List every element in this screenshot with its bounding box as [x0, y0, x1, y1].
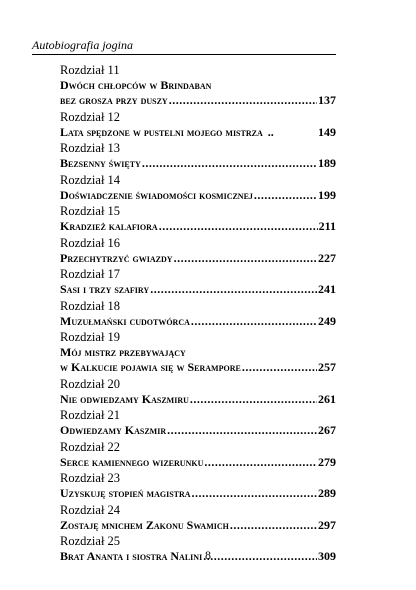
entry-line [60, 314, 336, 329]
entry-line [60, 282, 336, 297]
toc-chapter [60, 236, 336, 266]
chapter-label: Rozdział 19 [60, 330, 121, 344]
toc-entry[interactable] [60, 188, 336, 203]
page-number: 8 [205, 548, 211, 562]
entry-line [60, 486, 336, 501]
toc-chapter [60, 440, 336, 470]
dot-leader [204, 455, 317, 470]
toc-chapter [60, 503, 336, 533]
chapter-title: Muzułmański cudotwórca [60, 313, 190, 328]
toc-chapter [60, 110, 336, 140]
entry-line [60, 423, 336, 438]
toc-entry[interactable] [60, 78, 336, 108]
dot-leader [242, 360, 317, 375]
chapter-label: Rozdział 21 [60, 408, 121, 422]
chapter-label: Rozdział 16 [60, 235, 121, 250]
chapter-label: Rozdział 22 [60, 439, 121, 454]
table-of-contents [60, 63, 336, 566]
toc-entry[interactable] [60, 486, 336, 501]
chapter-title: Uzyskuję stopień magistra [60, 486, 191, 500]
toc-entry[interactable] [60, 251, 336, 266]
dot-leader [174, 251, 317, 266]
chapter-title: Serce kamiennego wizerunku [60, 454, 204, 469]
chapter-title: Lata spędzone w pustelni mojego mistrza [60, 124, 263, 139]
chapter-title: Odwiedzamy Kaszmir [60, 423, 167, 437]
toc-entry[interactable] [60, 518, 336, 533]
chapter-label: Rozdział 15 [60, 204, 121, 218]
page-reference: 261 [318, 391, 336, 406]
chapter-title: Bezsenny święty [60, 156, 141, 170]
dot-leader [142, 156, 317, 171]
page-reference: 249 [318, 313, 336, 328]
page-reference: 309 [318, 549, 336, 563]
chapter-label: Rozdział 20 [60, 376, 121, 391]
header-rule [32, 54, 336, 55]
chapter-label: Rozdział 11 [60, 63, 120, 77]
running-head: Autobiografia jogina [32, 38, 134, 52]
entry-line [60, 360, 336, 375]
chapter-label: Rozdział 25 [60, 534, 121, 548]
toc-chapter [60, 267, 336, 297]
page-reference: 189 [318, 156, 336, 170]
toc-entry[interactable] [60, 455, 336, 470]
toc-entry[interactable] [60, 345, 336, 375]
entry-line [60, 156, 336, 171]
dot-leader [169, 93, 317, 108]
toc-chapter [60, 471, 336, 501]
chapter-title: bez grosza przy duszy [60, 93, 168, 107]
toc-chapter [60, 173, 336, 203]
dot-leader [192, 486, 317, 501]
toc-chapter [60, 141, 336, 171]
chapter-label: Rozdział 23 [60, 471, 121, 485]
page-reference: 211 [318, 219, 336, 233]
dot-leader [150, 282, 317, 297]
page-reference: 267 [318, 423, 336, 437]
toc-chapter [60, 330, 336, 375]
toc-entry[interactable] [60, 156, 336, 171]
entry-line [60, 251, 336, 266]
chapter-title: Brat Ananta i siostra Nalini [60, 549, 203, 563]
page-reference: 289 [318, 486, 336, 500]
page-reference: 137 [318, 93, 336, 107]
entry-line [60, 188, 336, 203]
page-reference: 241 [318, 282, 336, 296]
page-reference: 297 [318, 517, 336, 532]
chapter-title: Nie odwiedzamy Kaszmiru [60, 391, 189, 406]
chapter-title: Przechytrzyć gwiazdy [60, 250, 173, 265]
toc-entry[interactable] [60, 282, 336, 297]
dot-leader [191, 314, 317, 329]
dot-leader [254, 188, 317, 203]
toc-chapter [60, 204, 336, 234]
entry-line [60, 455, 336, 470]
entry-line [60, 392, 336, 407]
toc-entry[interactable] [60, 423, 336, 438]
chapter-title: Mój mistrz przebywający [60, 345, 186, 359]
entry-line [60, 345, 336, 360]
chapter-title: Sasi i trzy szafiry [60, 282, 150, 296]
dot-leader [159, 219, 318, 234]
entry-line [60, 219, 336, 234]
page-reference: 257 [318, 360, 336, 374]
chapter-label: Rozdział 12 [60, 109, 121, 124]
chapter-label: Rozdział 17 [60, 267, 121, 281]
chapter-title: Zostaję mnichem Zakonu Swamich [60, 517, 229, 532]
dot-leader [190, 392, 317, 407]
chapter-title: Kradzież kalafiora [60, 219, 158, 233]
chapter-title: Dwóch chłopców w Brindaban [60, 78, 212, 92]
toc-entry[interactable] [60, 314, 336, 329]
toc-entry[interactable] [60, 219, 336, 234]
dot-leader: .. [267, 124, 274, 139]
entry-line [60, 125, 336, 140]
page-reference: 279 [318, 454, 336, 469]
page-reference: 149 [318, 124, 336, 139]
entry-line [60, 518, 336, 533]
toc-chapter [60, 408, 336, 438]
chapter-label: Rozdział 13 [60, 141, 121, 155]
toc-chapter [60, 377, 336, 407]
chapter-label: Rozdział 24 [60, 502, 121, 517]
chapter-title: w Kalkucie pojawia się w Serampore [60, 360, 241, 374]
dot-leader [167, 423, 317, 438]
toc-chapter [60, 299, 336, 329]
entry-line [60, 93, 336, 108]
entry-line [60, 78, 336, 93]
dot-leader [230, 518, 317, 533]
toc-entry[interactable] [60, 392, 336, 407]
chapter-label: Rozdział 18 [60, 298, 121, 313]
toc-chapter [60, 63, 336, 108]
chapter-label: Rozdział 14 [60, 172, 121, 187]
chapter-title: Doświadczenie świadomości kosmicznej [60, 187, 253, 202]
page-reference: 227 [318, 250, 336, 265]
toc-entry[interactable] [60, 125, 336, 140]
page-reference: 199 [318, 187, 336, 202]
